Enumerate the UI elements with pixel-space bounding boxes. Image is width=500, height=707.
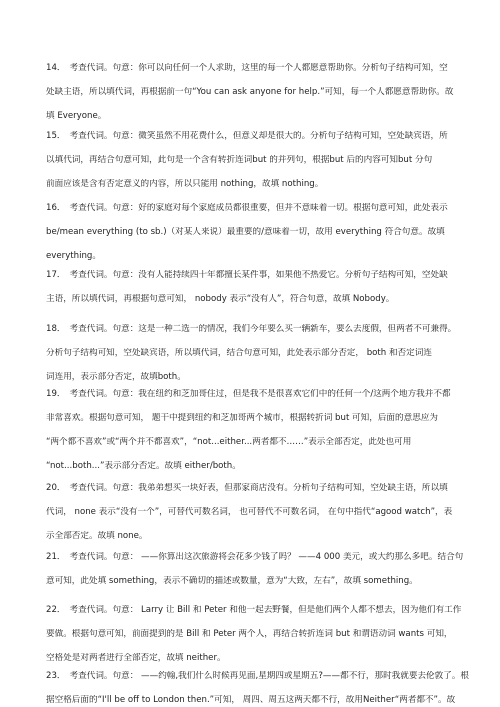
item-line: 19． 考查代词。句意：我在纽约和芝加哥住过，但是我不是很喜欢它们中的任何一个/这两个地方我并不都 — [46, 389, 451, 399]
item-number: 19． — [46, 389, 66, 399]
item-line: 分析句子结构可知，空处缺宾语，所以填代词，结合句意可知，此处表示部分否定， both 和否定词连 — [46, 348, 432, 358]
item-number: 15． — [46, 131, 66, 141]
item-line: 前面应该是含有否定意义的内容，所以只能用 nothing，故填 nothing。 — [46, 179, 324, 189]
item-number: 21． — [46, 552, 66, 562]
answer-item-15 — [46, 131, 471, 190]
item-line: 代词， none 表示“没有一个”，可替代可数名词， 也可替代不可数名词， 在句中指代“agood watch”，表 — [46, 507, 453, 517]
item-line: everything。 — [46, 251, 101, 261]
answer-item-14 — [46, 63, 471, 122]
item-line: 18． 考查代词。句意：这是一种二选一的情况，我们今年要么买一辆新车，要么去度假，但两者不可兼得。 — [46, 324, 457, 334]
answer-item-19 — [46, 389, 471, 472]
answer-item-18 — [46, 324, 471, 383]
answer-item-17 — [46, 270, 471, 305]
item-line: 意可知，此处填 something，表示不确切的描述或数量，意为“大致，左右”，故填 something。 — [46, 576, 418, 586]
item-number: 17． — [46, 270, 66, 280]
item-line: “not...both...”表示部分否定。故填 either/both。 — [46, 461, 241, 471]
item-line: 以填代词，再结合句意可知，此句是一个含有转折连词but 的并列句，根据but 后的内容可知but 分句 — [46, 155, 433, 165]
item-line: 14． 考查代词。句意：你可以向任何一个人求助，这里的每一个人都愿意帮助你。分析句子结构可知，空 — [46, 63, 448, 73]
item-line: 空格处是对两者进行全部否定，故填 neither。 — [46, 653, 226, 663]
item-line: be/mean everything (to sb.)（对某人来说）最重要的/意味着一切，故用 everything 符合句意。故填 — [46, 227, 445, 237]
item-line: 据空格后面的“I'll be off to London then.”可知， 周四、周五这两天都不行，故用Neither“两者都不”。故 — [46, 695, 456, 705]
item-line: 主语，所以填代词，再根据句意可知， nobody 表示“没有人”，符合句意，故填 Nobody。 — [46, 294, 395, 304]
answer-item-22 — [46, 605, 471, 664]
item-line: 22． 考查代词。句意： Larry 让 Bill 和 Peter 和他一起去野餐，但是他们两个人都不想去，因为他们有工作 — [46, 605, 462, 615]
item-line: 处缺主语，所以填代词，再根据前一句“You can ask anyone for help.”可知，每一个人都愿意帮助你。故 — [46, 87, 454, 97]
item-line: “两个都不喜欢”或“两个并不都喜欢”，“not...either...两者都不……”表示全部否定，此处也可用 — [46, 437, 412, 447]
item-number: 18． — [46, 324, 66, 334]
answer-item-21 — [46, 552, 471, 587]
answer-item-20 — [46, 483, 471, 542]
item-line: 16． 考查代词。句意：好的家庭对每个家庭成员都很重要，但并不意味着一切。根据句意可知，此处表示 — [46, 203, 448, 213]
answer-item-23 — [46, 671, 471, 706]
item-line: 21． 考查代词。句意： ——你算出这次旅游将会花多少钱了吗？ ——4 000 美元，或大约那么多吧。结合句 — [46, 552, 464, 562]
item-number: 16． — [46, 203, 66, 213]
item-line: 20． 考查代词。句意：我弟弟想买一块好表，但那家商店没有。分析句子结构可知，空处缺主语，所以填 — [46, 483, 448, 493]
item-line: 23． 考查代词。句意： ——约翰,我们什么时候再见面,星期四或星期五?——都不行，那时我就要去伦敦了。根 — [46, 671, 470, 681]
item-line: 示全部否定。故填 none。 — [46, 531, 148, 541]
item-number: 22． — [46, 605, 66, 615]
item-line: 填 Everyone。 — [46, 111, 107, 121]
item-line: 17． 考查代词。句意：没有人能持续四十年都擅长某件事，如果他不热爱它。分析句子结构可知，空处缺 — [46, 270, 448, 280]
item-number: 20． — [46, 483, 66, 493]
answer-item-16 — [46, 203, 471, 262]
item-line: 非常喜欢。根据句意可知， 题干中提到纽约和芝加哥两个城市，根据转折词 but 可知，后面的意思应为 — [46, 413, 438, 423]
item-number: 14． — [46, 63, 66, 73]
item-number: 23． — [46, 671, 66, 681]
item-line: 15． 考查代词。句意：微笑虽然不用花费什么，但意义却是很大的。分析句子结构可知，空处缺宾语，所 — [46, 131, 448, 141]
item-line: 要做。根据句意可知，前面提到的是 Bill 和 Peter 两个人，再结合转折连词 but 和谓语动词 wants 可知， — [46, 629, 453, 639]
item-line: 词连用，表示部分否定，故填both。 — [46, 372, 186, 382]
